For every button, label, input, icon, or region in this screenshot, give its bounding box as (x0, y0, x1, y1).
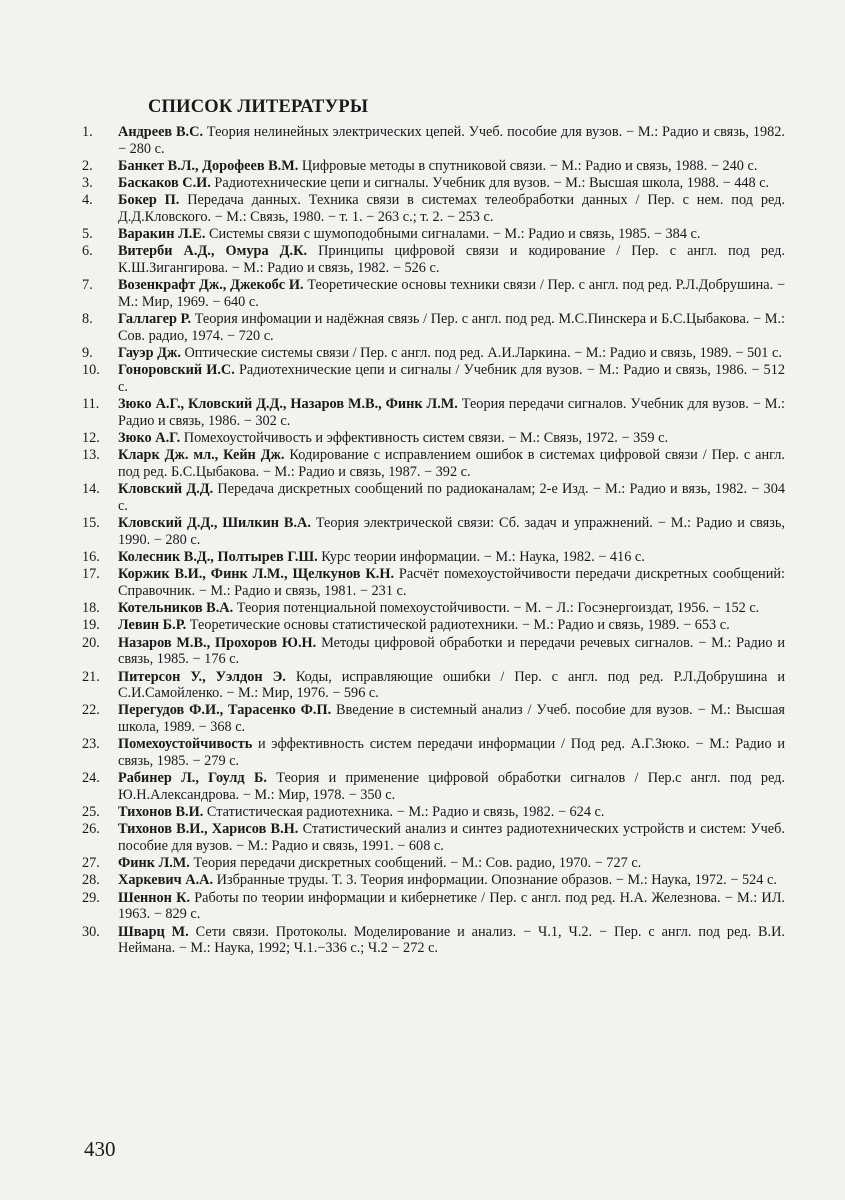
reference-text: Теория потенциальной помехоустойчивости. − М. − Л.: Госэнергоиздат, 1956. − 152 с. (233, 600, 760, 617)
reference-text: Цифровые методы в спутниковой связи. − М.: Радио и связь, 1988. − 240 с. (298, 157, 758, 174)
reference-author: Гоноровский И.С. (118, 362, 235, 379)
reference-number: 1. (82, 124, 93, 140)
reference-author: Возенкрафт Дж., Джекобс И. (118, 277, 304, 294)
reference-number: 7. (82, 277, 93, 294)
list-item (82, 175, 785, 192)
reference-number: 3. (82, 175, 93, 192)
list-item (82, 515, 785, 548)
reference-text: Теория инфомации и надёжная связь / Пер. с англ. под ред. М.С.Пинскера и Б.С.Цыбакова. − М.: Сов. радио, 1974. − 720 с. (118, 311, 785, 344)
reference-number: 10. (82, 362, 100, 379)
list-item (82, 277, 785, 310)
reference-author: Тихонов В.И. (118, 804, 204, 821)
reference-text: Введение в системный анализ / Учеб. пособие для вузов. − М.: Высшая школа, 1989. − 368 с. (118, 702, 785, 736)
list-item (82, 362, 785, 395)
reference-number: 20. (82, 634, 100, 651)
list-item (82, 635, 785, 668)
list-item (82, 924, 785, 957)
list-item (82, 804, 785, 821)
reference-number: 26. (82, 821, 100, 838)
reference-text: Принципы цифровой связи и кодирование / Пер. с англ. под ред. К.Ш.Зигангирова. − М.: Радио и связь, 1982. − 526 с. (118, 243, 785, 277)
reference-number: 9. (82, 345, 93, 362)
reference-text: Помехоустойчивость и эффективность систем связи. − М.: Связь, 1972. − 359 с. (180, 430, 669, 447)
reference-number: 2. (82, 157, 93, 174)
reference-text: Передача данных. Техника связи в системах телеобработки данных / Пер. с нем. под ред. Д.Д.Кловского. − М.: Связь, 1980. − т. 1. − 263 с.; т. 2. − 253 с. (118, 192, 785, 226)
reference-number: 12. (82, 430, 100, 447)
reference-author: Финк Л.М. (118, 855, 190, 872)
page-title: СПИСОК ЛИТЕРАТУРЫ (148, 97, 369, 117)
list-item (82, 702, 785, 735)
reference-author: Харкевич А.А. (118, 872, 214, 889)
reference-number: 6. (82, 243, 93, 260)
reference-author: Перегудов Ф.И., Тарасенко Ф.П. (118, 702, 332, 719)
reference-text: Теория и применение цифровой обработки сигналов / Пер.с англ. под ред. Ю.Н.Александрова. − М.: Мир, 1978. − 350 с. (118, 770, 786, 803)
list-item (82, 345, 785, 362)
reference-author: Помехоустойчивость (118, 736, 253, 753)
reference-author: Кловский Д.Д., Шилкин В.А. (118, 515, 311, 532)
list-item (82, 396, 785, 429)
reference-number: 30. (82, 923, 100, 940)
reference-author: Котельников В.А. (118, 600, 234, 617)
reference-number: 23. (82, 736, 100, 753)
reference-number: 17. (82, 566, 100, 583)
reference-author: Бокер П. (118, 192, 180, 209)
reference-number: 8. (82, 311, 93, 328)
reference-number: 29. (82, 889, 100, 906)
reference-number: 21. (82, 668, 100, 685)
reference-author: Андреев В.С. (118, 124, 204, 140)
reference-text: Статистический анализ и синтез радиотехнических устройств и систем: Учеб. пособие для вузов. − М.: Радио и связь, 1991. − 608 с. (118, 821, 785, 855)
reference-text: и эффективность систем передачи информации / Под ред. А.Г.Зюко. − М.: Радио и связь, 1985. − 279 с. (118, 736, 785, 770)
list-item (82, 855, 785, 872)
list-item (82, 430, 785, 447)
reference-author: Варакин Л.Е. (118, 226, 206, 243)
reference-author: Коржик В.И., Финк Л.М., Щелкунов К.Н. (118, 566, 395, 583)
reference-author: Банкет В.Л., Дорофеев В.М. (118, 157, 299, 174)
reference-text: Методы цифровой обработки и передачи речевых сигналов. − М.: Радио и связь, 1985. − 176 с. (118, 634, 785, 668)
reference-author: Зюко А.Г., Кловский Д.Д., Назаров М.В., Финк Л.М. (118, 396, 458, 413)
reference-number: 15. (82, 515, 100, 532)
reference-number: 25. (82, 804, 100, 821)
reference-text: Сети связи. Протоколы. Моделирование и анализ. − Ч.1, Ч.2. − Пер. с англ. под ред. В.И. Неймана. − М.: Наука, 1992; Ч.1.−336 с.; Ч.2 − 272 с. (118, 923, 785, 957)
reference-number: 19. (82, 617, 100, 634)
list-item (82, 311, 785, 344)
reference-number: 24. (82, 770, 100, 787)
reference-author: Рабинер Л., Гоулд Б. (118, 770, 267, 787)
reference-author: Гауэр Дж. (118, 345, 181, 362)
reference-author: Питерсон У., Уэлдон Э. (118, 668, 286, 685)
reference-text: Радиотехнические цепи и сигналы / Учебник для вузов. − М.: Радио и связь, 1986. − 512 с. (118, 362, 785, 396)
reference-text: Оптические системы связи / Пер. с англ. под ред. А.И.Ларкина. − М.: Радио и связь, 1989. − 501 с. (180, 345, 782, 362)
list-item (82, 447, 785, 480)
list-item (82, 192, 785, 225)
reference-list (82, 124, 785, 957)
reference-author: Кловский Д.Д. (118, 481, 214, 498)
list-item (82, 124, 785, 157)
reference-text: Теоретические основы техники связи / Пер. с англ. под ред. Р.Л.Добрушина. − М.: Мир, 1969. − 640 с. (118, 277, 786, 311)
list-item (82, 566, 785, 599)
reference-number: 28. (82, 872, 100, 889)
reference-number: 18. (82, 600, 100, 617)
reference-text: Теория электрической связи: Сб. задач и упражнений. − М.: Радио и связь, 1990. − 280 с. (118, 515, 785, 548)
list-item (82, 600, 785, 617)
list-item (82, 821, 785, 854)
reference-text: Расчёт помехоустойчивости передачи дискретных сообщений: Справочник. − М.: Радио и связь, 1981. − 231 с. (118, 566, 785, 599)
reference-text: Коды, исправляющие ошибки / Пер. с англ. под ред. Р.Л.Добрушина и С.И.Самойленко. − М.: Мир, 1976. − 596 с. (118, 668, 785, 702)
reference-text: Теория передачи дискретных сообщений. − М.: Сов. радио, 1970. − 727 с. (189, 855, 642, 872)
reference-text: Теоретические основы статистической радиотехники. − М.: Радио и связь, 1989. − 653 с. (186, 617, 730, 634)
reference-number: 27. (82, 855, 100, 872)
reference-author: Шварц М. (118, 923, 189, 940)
reference-text: Радиотехнические цепи и сигналы. Учебник для вузов. − М.: Высшая школа, 1988. − 448 с. (210, 175, 770, 192)
reference-number: 4. (82, 192, 93, 209)
reference-text: Избранные труды. Т. 3. Теория информации. Опознание образов. − М.: Наука, 1972. − 524 с. (213, 872, 777, 889)
reference-text: Теория передачи сигналов. Учебник для вузов. − М.: Радио и связь, 1986. − 302 с. (118, 396, 785, 429)
reference-number: 5. (82, 226, 93, 243)
list-item (82, 243, 785, 276)
list-item (82, 770, 785, 803)
reference-author: Баскаков С.И. (118, 175, 211, 192)
reference-text: Курс теории информации. − М.: Наука, 1982. − 416 с. (317, 549, 645, 566)
list-item (82, 736, 785, 769)
list-item (82, 872, 785, 889)
reference-author: Назаров М.В., Прохоров Ю.Н. (118, 634, 317, 651)
reference-author: Шеннон К. (118, 889, 191, 906)
reference-text: Работы по теории информации и кибернетике / Пер. с англ. под ред. Н.А. Железнова. − М.: ИЛ. 1963. − 829 с. (118, 889, 786, 923)
list-item (82, 617, 785, 634)
reference-author: Витерби А.Д., Омура Д.К. (118, 243, 308, 260)
page-number: 430 (84, 1137, 116, 1161)
reference-text: Теория нелинейных электрических цепей. Учеб. пособие для вузов. − М.: Радио и связь, 1982. − 280 с. (118, 124, 785, 157)
reference-author: Кларк Дж. мл., Кейн Дж. (118, 447, 285, 464)
reference-author: Зюко А.Г. (118, 430, 181, 447)
reference-number: 14. (82, 481, 100, 498)
reference-author: Галлагер Р. (118, 311, 192, 328)
reference-text: Передача дискретных сообщений по радиоканалам; 2-е Изд. − М.: Радио и вязь, 1982. − 304 с. (118, 481, 785, 514)
reference-author: Левин Б.Р. (118, 617, 187, 634)
reference-number: 16. (82, 549, 100, 566)
list-item (82, 226, 785, 243)
list-item (82, 158, 785, 175)
list-item (82, 890, 785, 923)
reference-text: Статистическая радиотехника. − М.: Радио и связь, 1982. − 624 с. (203, 804, 605, 821)
reference-number: 13. (82, 447, 100, 464)
reference-number: 11. (82, 396, 100, 413)
list-item (82, 549, 785, 566)
reference-text: Кодирование с исправлением ошибок в системах цифровой связи / Пер. с англ. под ред. Б.С.Цыбакова. − М.: Радио и связь, 1987. − 392 с. (118, 447, 785, 481)
reference-author: Колесник В.Д., Полтырев Г.Ш. (118, 549, 318, 566)
list-item (82, 669, 785, 702)
reference-author: Тихонов В.И., Харисов В.Н. (118, 821, 299, 838)
reference-number: 22. (82, 702, 100, 719)
list-item (82, 481, 785, 514)
reference-text: Системы связи с шумоподобными сигналами. − М.: Радио и связь, 1985. − 384 с. (205, 226, 701, 243)
